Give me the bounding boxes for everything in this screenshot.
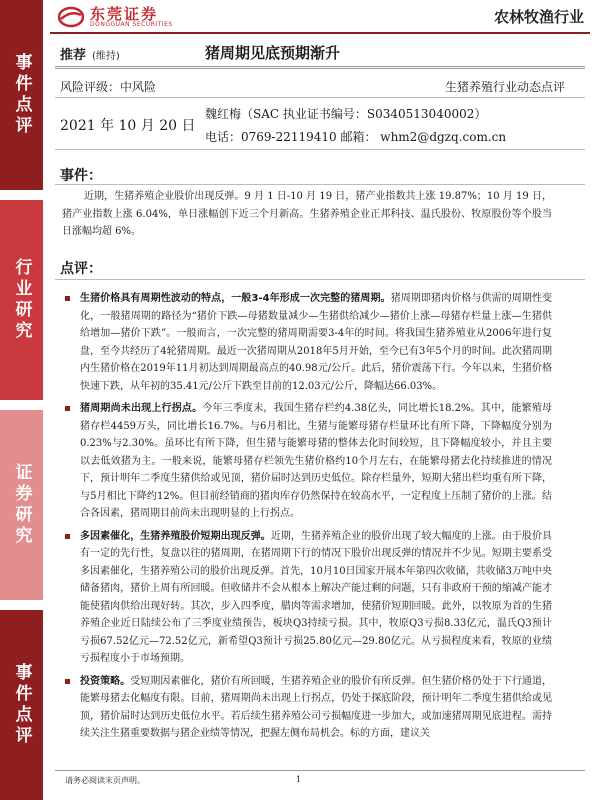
rating: 推荐 (维持) (60, 48, 120, 63)
side-banner (0, 0, 43, 800)
report-date: 2021 年 10 月 20 日 (60, 118, 196, 134)
comment-heading: 点评： (60, 261, 102, 277)
comment-list (62, 290, 552, 748)
contact-info: 电话：0769-22119410 邮箱： whm2@dgzq.com.cn (205, 130, 507, 144)
side-label-event-review-2: 事件点评 (0, 610, 43, 800)
list-item: 猪周期尚未出现上行拐点。今年三季度末，我国生猪存栏约4.38亿头，同比增长18.2%。其中，能繁殖母猪存栏4459万头，同比增长16.7%。与6月相比，生猪与能繁母猪存栏量环比有所下降，下降幅度分别为0.23%与2.30%。虽环比有所下降，但生猪与能繁母猪的整体去化时间较短，且下降幅度较小，并且主要以去低效猪为主。一般来说，能繁母猪存栏领先生猪价格约10个月左右，在能繁母猪去化持续推进的情况下，预计明年二季度生猪供给或见顶，猪价届时达到历史低位。除存栏量外，短期大猪出栏均重有所下降，与5月相比下降约12%。但目前经销商的猪肉库存仍然保持在较高水平，一定程度上压制了猪价的上涨。结合各因素，猪周期目前尚未出现明显的上行拐点。 (62, 400, 552, 523)
report-title: 猪周期见底预期渐升 (205, 44, 341, 62)
side-label-industry-research: 行业研究 (0, 200, 43, 400)
header-divider (50, 32, 590, 34)
list-item: 多因素催化，生猪养殖股价短期出现反弹。近期，生猪养殖企业的股价出现了较大幅度的上涨。由于股价具有一定的先行性，复盘以往的猪周期，在猪周期下行的情况下股价出现反弹的情况并不少见。短期主要系受多因素催化，生猪养殖公司的股价出现反弹。首先，10月10日国家开展本年第四次收储，共收储3万吨中央储备猪肉，猪价上周有所回暖。但收储并不会从根本上解决产能过剩的问题，只有非政府干预的缩减产能才能使猪肉供给出现好转。其次，步入四季度，腊肉等需求增加，使猪价短期回暖。此外，以牧原为首的生猪养殖企业近日陆续公布了三季度业绩预告，板块Q3持续亏损。其中，牧原Q3亏损8.33亿元，温氏Q3预计亏损67.52亿元—72.52亿元，新希望Q3预计亏损25.80亿元—29.80亿元。从亏损程度来看，牧原的业绩亏损程度小于市场预期。 (62, 528, 552, 668)
report-subtitle: 生猪养殖行业动态点评 (444, 80, 565, 94)
page-number: 1 (296, 775, 302, 784)
footer-divider (55, 770, 585, 771)
logo-icon (58, 6, 84, 28)
footer-note: 请务必阅读末页声明。 (65, 776, 145, 785)
list-item: 生猪价格具有周期性波动的特点，一般3-4年形成一次完整的猪周期。猪周期即猪肉价格与供需的周期性变化，一般猪周期的路径为“猪价下跌—母猪数量减少—生猪供给减少—猪价上涨—母猪存栏量上涨—生猪供给增加—猪价下跌”。一般而言，一次完整的猪周期需要3-4年的时间。将我国生猪养殖业从2006年进行复盘，至今共经历了4轮猪周期。最近一次猪周期从2018年5月开始，至今已有3年5个月的时间。此次猪周期内生猪价格在2019年11月初达到周期最高点的40.98元/公斤。此后，猪价震荡下行。今年以来，生猪价格快速下跌，从年初的35.41元/公斤下跌至目前的12.03元/公斤，降幅达66.03%。 (62, 290, 552, 395)
event-text: 近期，生猪养殖企业股价出现反弹。9 月 1 日-10 月 19 日，猪产业指数共上涨 19.87%；10 月 19 日，猪产业指数上涨 6.04%，单日涨幅创下近三个月新高。生猪养殖企业正邦科技、温氏股份、牧原股份等个股当日涨幅均超 6%。 (62, 191, 552, 237)
side-label-securities-research: 证券研究 (0, 410, 43, 600)
side-label-event-review: 事件点评 (0, 0, 43, 190)
event-heading: 事件： (60, 168, 102, 184)
risk-rating: 风险评级：中风险 (60, 80, 157, 94)
industry-label: 农林牧渔行业 (493, 8, 584, 26)
list-item: 投资策略。受短期因素催化，猪价有所回暖，生猪养殖企业的股价有所反弹。但生猪价格仍处于下行通道，能繁母猪去化幅度有限。目前，猪周期尚未出现上行拐点，仍处于探底阶段，预计明年二季度生猪供给或见顶，猪价届时达到历史低位水平。若后续生猪养殖公司亏损幅度进一步加大，或加速猪周期见底进程。需持续关注生猪重要数据与猪企业绩等情况，把握左侧布局机会。标的方面，建议关 (62, 673, 552, 743)
author-info: 魏红梅（SAC 执业证书编号：S0340513040002） (205, 107, 487, 121)
company-logo: 东莞证券 DONGGUAN SECURITIES (58, 4, 173, 30)
